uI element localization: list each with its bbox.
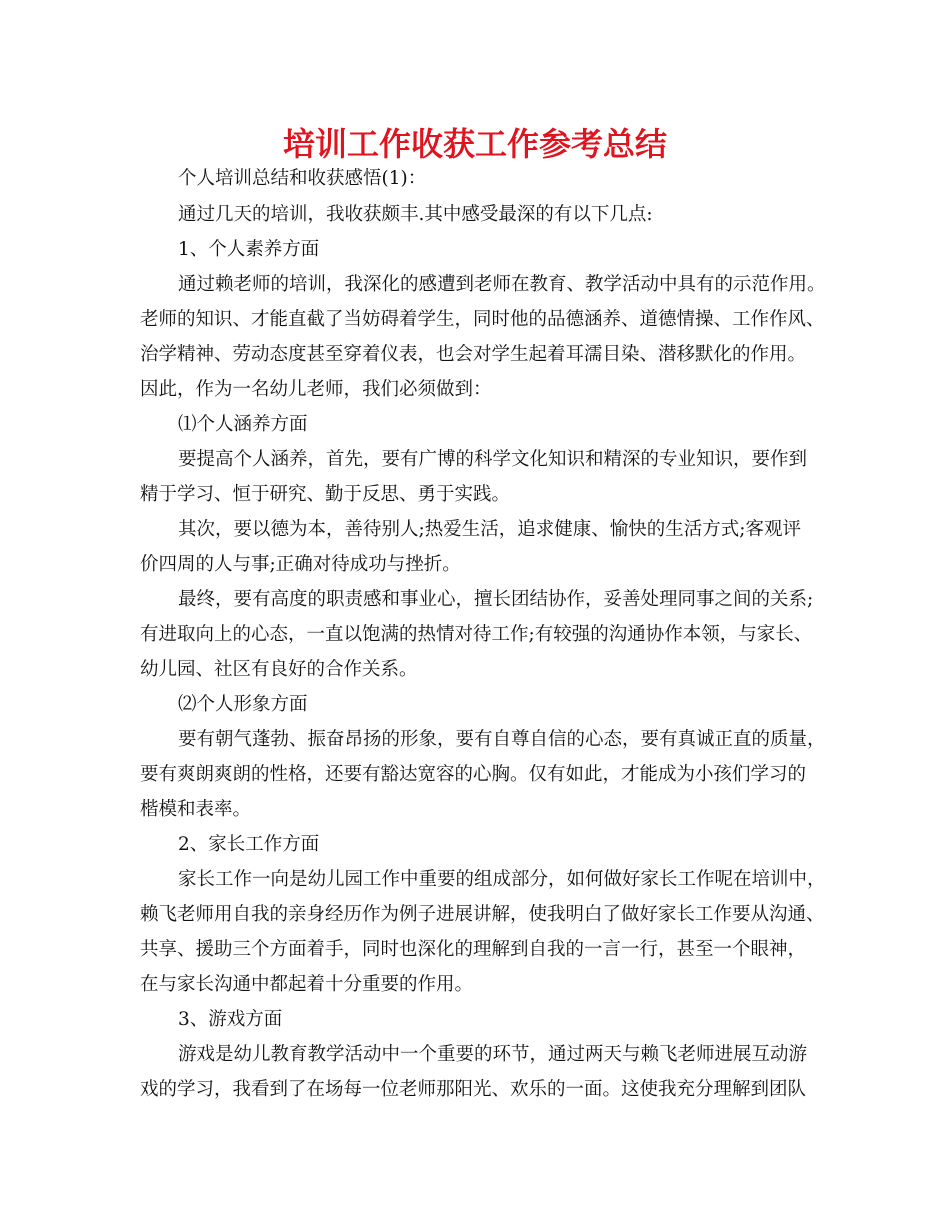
paragraph-line: 最终，要有高度的职责感和事业心，擅长团结协作，妥善处理同事之间的关系; — [178, 589, 814, 610]
paragraph-line: 因此，作为一名幼儿老师，我们必须做到： — [140, 379, 492, 400]
section-heading: 2、家长工作方面 — [178, 834, 320, 855]
paragraph-line: 精于学习、恒于研究、勤于反思、勇于实践。 — [140, 484, 511, 505]
paragraph-line: 幼儿园、社区有良好的合作关系。 — [140, 659, 418, 680]
paragraph-line: 价四周的人与事;正确对待成功与挫折。 — [140, 554, 461, 575]
paragraph-line: 游戏是幼儿教育教学活动中一个重要的环节，通过两天与赖飞老师进展互动游 — [178, 1044, 808, 1065]
paragraph-line: 共享、援助三个方面着手，同时也深化的理解到自我的一言一行，甚至一个眼神， — [140, 939, 807, 960]
paragraph-line: 要有爽朗爽朗的性格，还要有豁达宽容的心胸。仅有如此，才能成为小孩们学习的 — [140, 764, 807, 785]
paragraph-line: 有进取向上的心态，一直以饱满的热情对待工作;有较强的沟通协作本领，与家长、 — [140, 624, 813, 645]
paragraph-line: 通过赖老师的培训，我深化的感遭到老师在教育、教学活动中具有的示范作用。 — [178, 274, 826, 295]
subsection-heading: ⑵个人形象方面 — [178, 694, 308, 715]
section-heading: 3、游戏方面 — [178, 1009, 283, 1030]
paragraph-line: 治学精神、劳动态度甚至穿着仪表，也会对学生起着耳濡目染、潜移默化的作用。 — [140, 344, 807, 365]
paragraph-line: 要提高个人涵养，首先，要有广博的科学文化知识和精深的专业知识，要作到 — [178, 449, 808, 470]
paragraph-line: 通过几天的培训，我收获颇丰.其中感受最深的有以下几点: — [178, 204, 653, 225]
paragraph-line: 个人培训总结和收获感悟(1)： — [178, 168, 427, 189]
subsection-heading: ⑴个人涵养方面 — [178, 414, 308, 435]
paragraph-line: 要有朝气蓬勃、振奋昂扬的形象，要有自尊自信的心态，要有真诚正直的质量， — [178, 729, 826, 750]
paragraph-line: 老师的知识、才能直截了当妨碍着学生，同时他的品德涵养、道德情操、工作作风、 — [140, 309, 825, 330]
paragraph-line: 戏的学习，我看到了在场每一位老师那阳光、欢乐的一面。这使我充分理解到团队 — [140, 1079, 807, 1100]
paragraph-line: 楷模和表率。 — [140, 799, 252, 820]
paragraph-line: 赖飞老师用自我的亲身经历作为例子进展讲解，使我明白了做好家长工作要从沟通、 — [140, 904, 825, 925]
section-heading: 1、个人素养方面 — [178, 239, 320, 260]
paragraph-line: 家长工作一向是幼儿园工作中重要的组成部分，如何做好家长工作呢在培训中， — [178, 869, 826, 890]
paragraph-line: 在与家长沟通中都起着十分重要的作用。 — [140, 974, 474, 995]
paragraph-line: 其次，要以德为本，善待别人;热爱生活，追求健康、愉快的生活方式;客观评 — [178, 519, 801, 540]
document-title: 培训工作收获工作参考总结 — [282, 125, 667, 163]
